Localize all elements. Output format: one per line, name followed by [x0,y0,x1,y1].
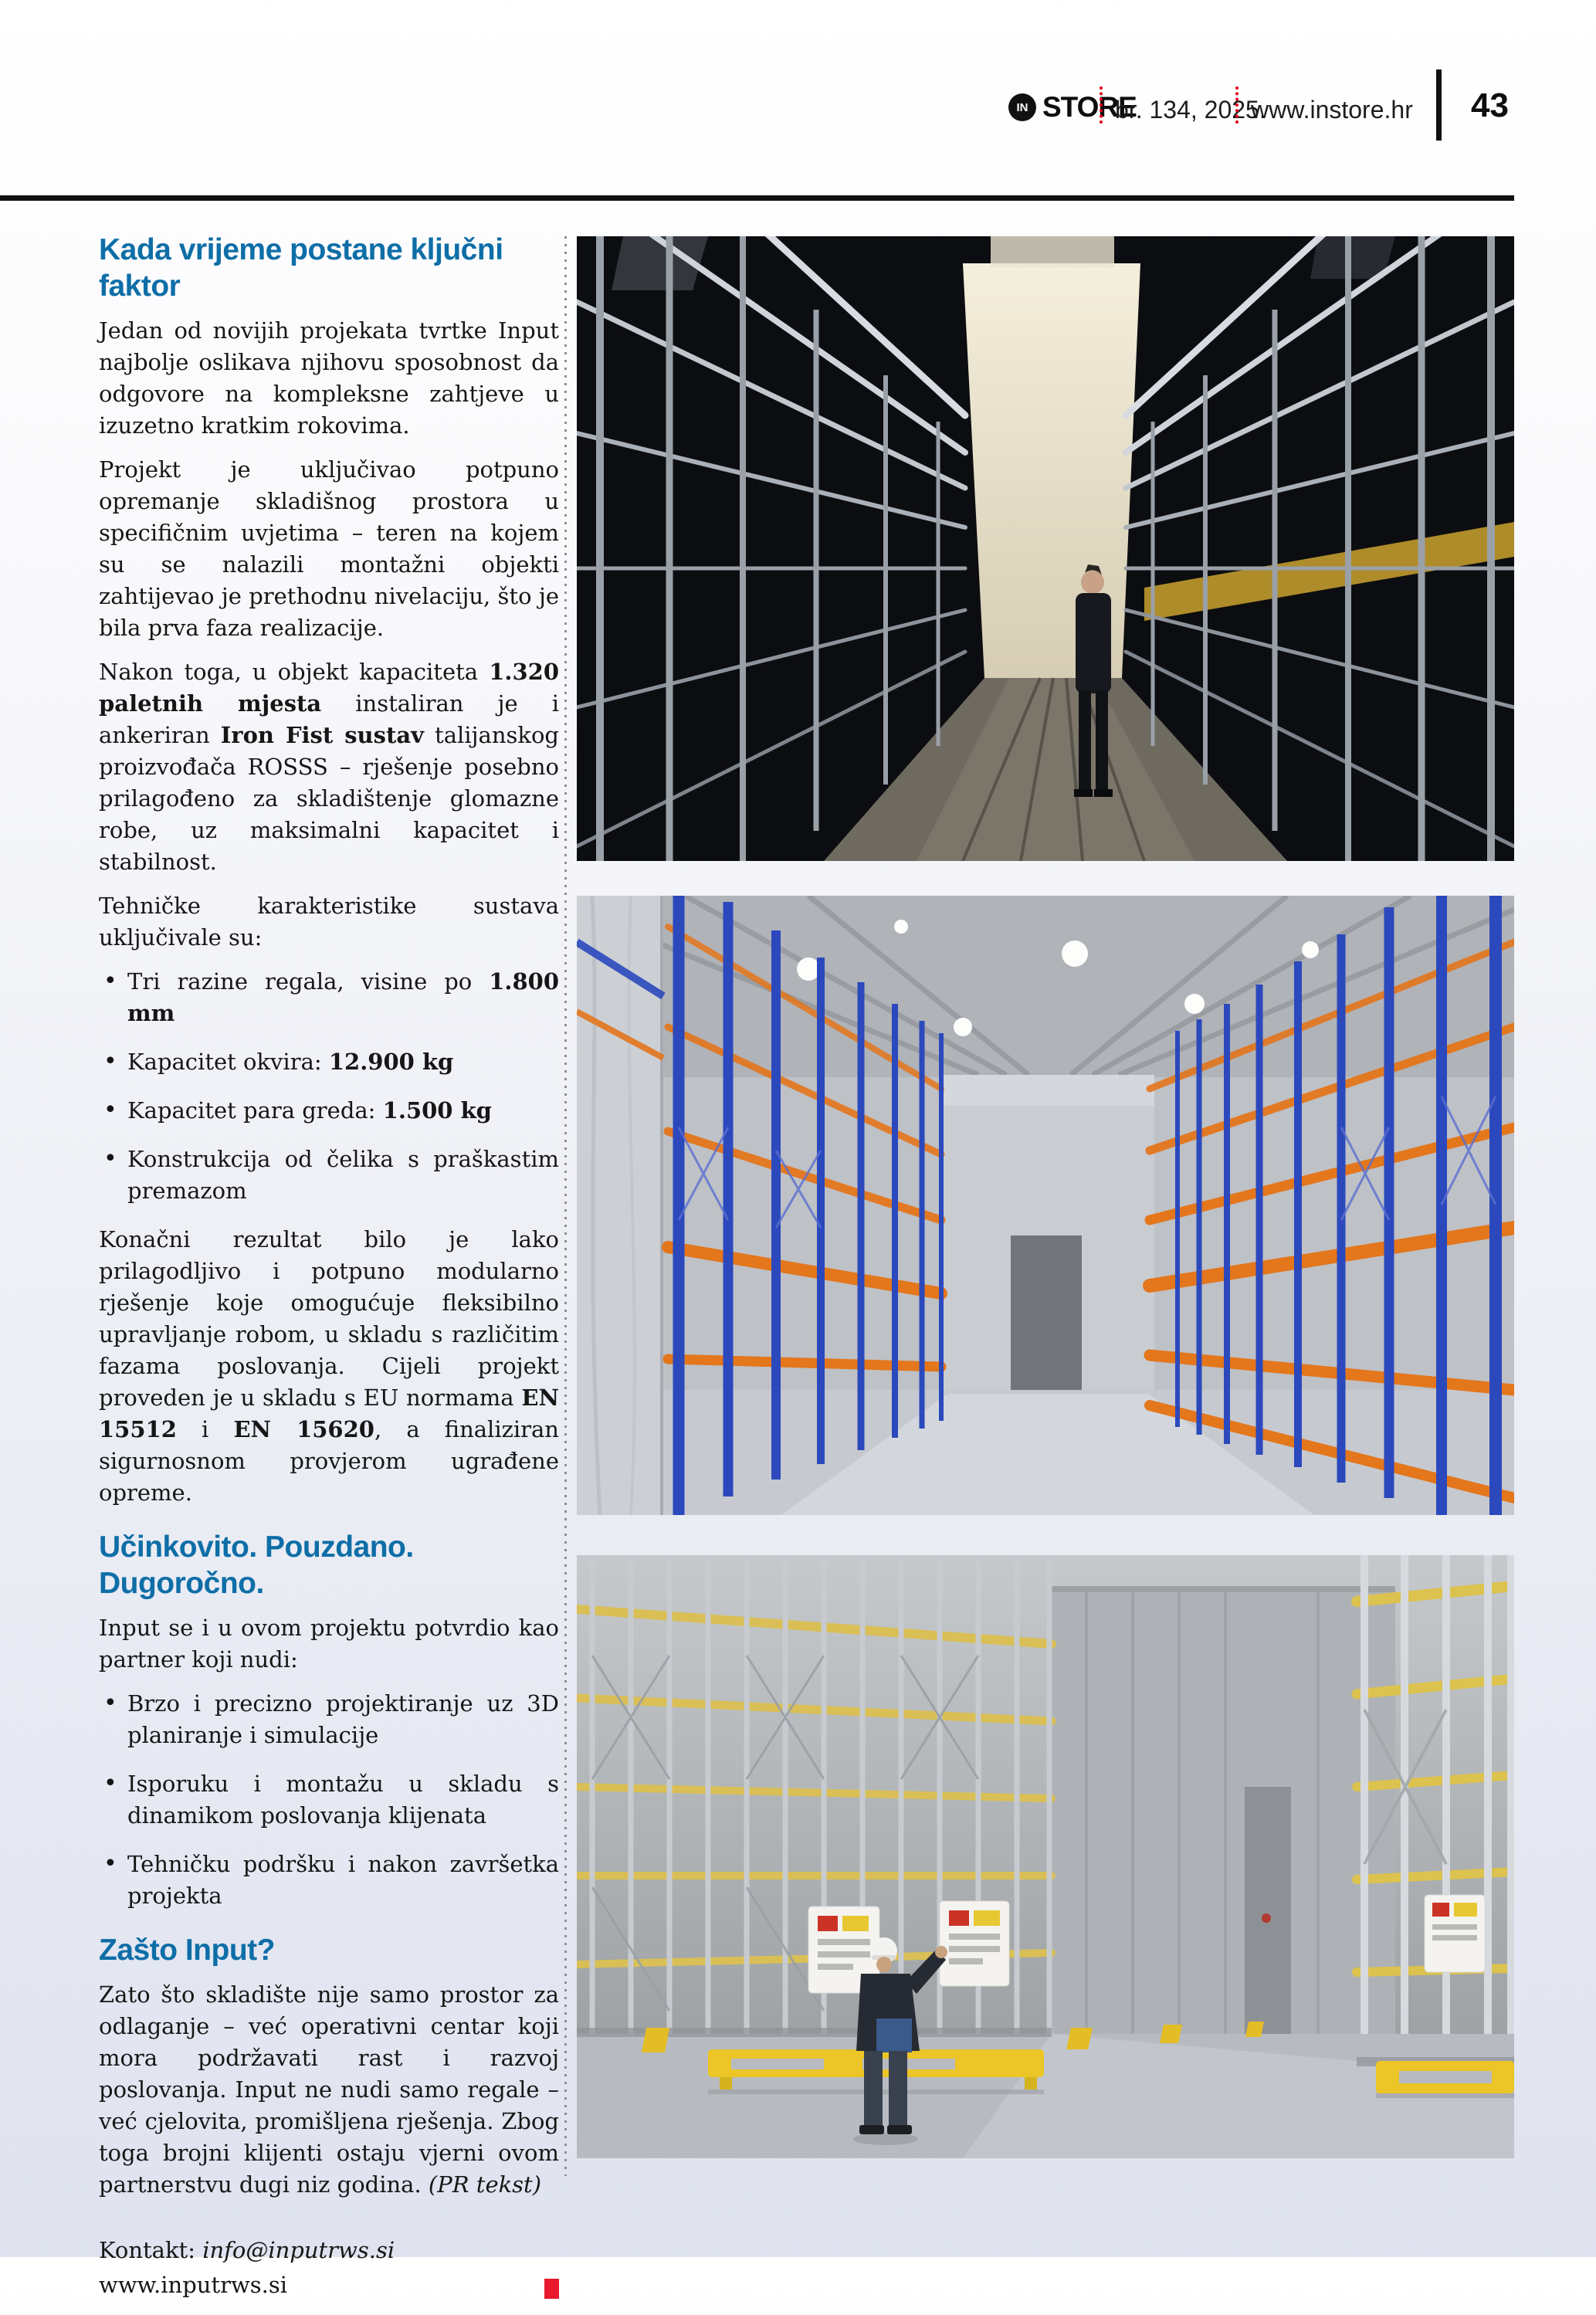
text-run: Konačni rezultat bilo je lako prilagodljivo i potpuno modularno rješenje koje omogućuje fleksibilno upravljanje robom, u skladu s različitim fazama poslovanja. Cijeli projekt proveden je u skladu s EU normama [99,1226,559,1411]
heading-line: faktor [99,269,181,303]
header-divider-bar [1436,69,1442,141]
logo-store-text: STORE [1042,91,1137,123]
photo-blue-orange-pallet-racking [577,896,1514,1515]
photo-galvanized-racking-worker [577,1555,1514,2158]
text-run: Kapacitet okvira: [127,1049,329,1075]
list-item [99,1095,559,1127]
contact-label: Kontakt: [99,2237,203,2263]
heading-line: Kada vrijeme postane ključni [99,233,503,266]
contact-block [99,2233,559,2303]
paragraph: Projekt je uključivao potpuno opremanje skladišnog prostora u specifičnim uvjetima – teren na kojem su se nalazili montažni objekti zahtijevao je prethodnu nivelaciju, što je bila prva faza realizacije. [99,456,559,641]
list-item [99,966,559,1029]
contact-email: info@inputrws.si [202,2237,395,2263]
paragraph [99,656,559,878]
bold-system-name: Iron Fist sustav [220,722,424,748]
photo3-illustration [577,1555,1514,2158]
masthead [0,0,1596,197]
article-column [99,229,559,2315]
text-run: , a finaliziran sigurnosnom provjerom ugrađene opreme. [99,1416,559,1506]
section-heading-3: Zašto Input? [99,1934,275,1967]
paragraph: Jedan od novijih projekata tvrtke Input najbolje oslikava njihovu sposobnost da odgovore na kompleksne zahtjeve u izuzetno kratkim rokovima. [99,317,559,439]
list-item: • Brzo i precizno projektiranje uz 3D planiranje i simulacije [99,1688,559,1751]
text-run: Kapacitet para greda: [127,1097,383,1124]
paragraph: Input se i u ovom projektu potvrdio kao partner koji nudi: [99,1615,559,1673]
instore-logo-icon [1008,93,1036,121]
photo1-illustration [577,236,1514,861]
bold-norm: EN 15620 [233,1416,374,1442]
list-item: • Isporuku i montažu u skladu s dinamikom poslovanja klijenata [99,1768,559,1832]
list-item: • Tehničku podršku i nakon završetka projekta [99,1849,559,1912]
photo2-illustration [577,896,1514,1515]
paragraph [99,1224,559,1509]
text-run: i [176,1416,234,1442]
bold-value: 1.500 kg [382,1097,492,1124]
partner-benefits-list [99,1688,559,1912]
end-of-article-marker [544,2279,559,2299]
contact-website: www.inputrws.si [99,2272,288,2298]
section-heading-1 [99,232,559,304]
paragraph [99,1979,559,2201]
page-number: 43 [1471,86,1509,124]
column-divider-dotted [564,236,567,2176]
heading-line: Dugoročno. [99,1567,264,1600]
photo-steel-shelving-aisle [577,236,1514,861]
list-item: • Konstrukcija od čelika s praškastim premazom [99,1144,559,1207]
pr-tekst-note: (PR tekst) [428,2171,542,2198]
list-item [99,1046,559,1078]
text-run: Tri razine regala, visine po [127,968,490,995]
tech-specs-list [99,966,559,1207]
red-dotted-divider [1235,86,1239,124]
heading-line: Učinkovito. Pouzdano. [99,1530,414,1564]
magazine-website: www.instore.hr [1251,96,1413,124]
bold-value: 1.800 mm [127,968,559,1026]
bold-norm: EN 15512 [99,1385,559,1442]
text-run: Nakon toga, u objekt kapaciteta [99,659,490,685]
bold-value: 12.900 kg [328,1049,454,1075]
top-rule [0,195,1514,201]
logo-in-text: IN [1016,100,1028,114]
text-run: talijanskog proizvođača ROSSS – rješenje posebno prilagođeno za skladištenje glomazne robe, uz maksimalni kapacitet i stabilnost. [99,722,559,875]
red-dotted-divider [1100,86,1103,124]
issue-number: br. 134, 2025. [1115,96,1266,124]
text-run: instaliran je i ankeriran [99,690,559,748]
section-heading-2 [99,1529,559,1602]
paragraph: Tehničke karakteristike sustava uključivale su: [99,893,559,951]
bold-capacity: 1.320 paletnih mjesta [99,659,559,717]
text-run: Zato što skladište nije samo prostor za odlaganje – već operativni centar koji mora podržavati rast i razvoj poslovanja. Input ne nudi samo regale – već cjelovita, promišljena rješenja. Zbog toga brojni klijenti ostaju vjerni ovom partnerstvu dugi niz godina. [99,1981,559,2198]
